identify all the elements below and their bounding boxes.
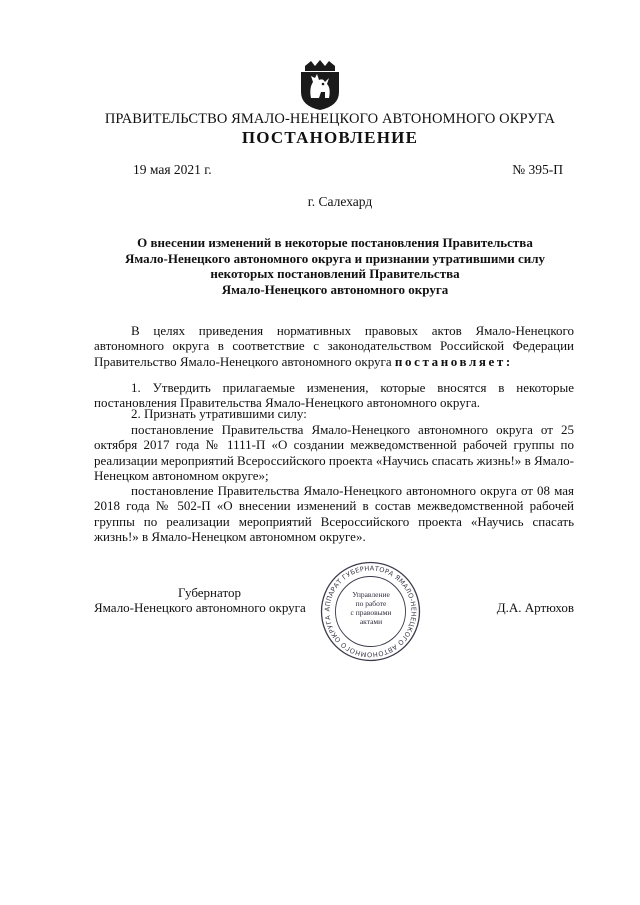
subject-line: Ямало-Ненецкого автономного округа — [221, 282, 449, 298]
repealed-decree-2: постановление Правительства Ямало-Ненецкого автономного округа от 08 мая 2018 года № 502-П «О внесении изменений в состав межведомственной рабочей группы по реализации мероприятий Всероссийского проекта «Научись спасать жизнь!» в Ямало-Ненецком автономном округе». — [94, 483, 574, 544]
signatory-title-line1: Губернатор — [178, 585, 241, 600]
government-name: ПРАВИТЕЛЬСТВО ЯМАЛО-НЕНЕЦКОГО АВТОНОМНОГО ОКРУГА — [104, 111, 556, 127]
document-number: № 395-П — [512, 162, 563, 177]
stamp-ring-text: АППАРАТ ГУБЕРНАТОРА ЯМАЛО-НЕНЕЦКОГО АВТОНОМНОГО ОКРУГА — [323, 564, 418, 659]
signatory-name: Д.А. Артюхов — [496, 600, 574, 615]
decree-word: постановляет: — [394, 353, 513, 369]
stamp-line: актами — [359, 617, 383, 626]
stamp-inner-text — [345, 590, 397, 626]
document-subject — [90, 235, 580, 298]
document-city: г. Салехард — [307, 194, 373, 209]
coat-of-arms-icon — [293, 58, 347, 112]
subject-line: О внесении изменений в некоторые постановления Правительства — [137, 235, 533, 250]
emblem-graphic — [293, 58, 347, 112]
subject-line: Ямало-Ненецкого автономного округа и признании утратившими силу — [124, 250, 546, 266]
subject-line: некоторых постановлений Правительства — [210, 266, 460, 282]
preamble-paragraph — [94, 323, 574, 369]
stamp-line: Управление — [352, 590, 390, 599]
repealed-decree-1: постановление Правительства Ямало-Ненецкого автономного округа от 25 октября 2017 года № 1111-П «О создании межведомственной рабочей группы по реализации мероприятий Всероссийского проекта «Научись спасать жизнь!» в Ямало-Ненецком автономном округе»; — [94, 422, 574, 483]
item-1-paragraph: 1. Утвердить прилагаемые изменения, которые вносятся в некоторые постановления Правительства Ямало-Ненецкого автономного округа. — [94, 380, 574, 411]
stamp-line: с правовыми — [350, 608, 392, 617]
document-date: 19 мая 2021 г. — [133, 162, 212, 177]
preamble-text: В целях приведения нормативных правовых актов Ямало-Ненецкого автономного округа в соответствие с законодательством Российской Федерации Правительство Ямало-Ненецкого автономного округа — [94, 323, 574, 369]
signatory-title-line2: Ямало-Ненецкого автономного округа — [94, 600, 306, 615]
item-2-paragraph: 2. Признать утратившими силу: — [131, 406, 307, 421]
document-type-title: ПОСТАНОВЛЕНИЕ — [241, 128, 419, 147]
stamp-line: по работе — [355, 599, 387, 608]
